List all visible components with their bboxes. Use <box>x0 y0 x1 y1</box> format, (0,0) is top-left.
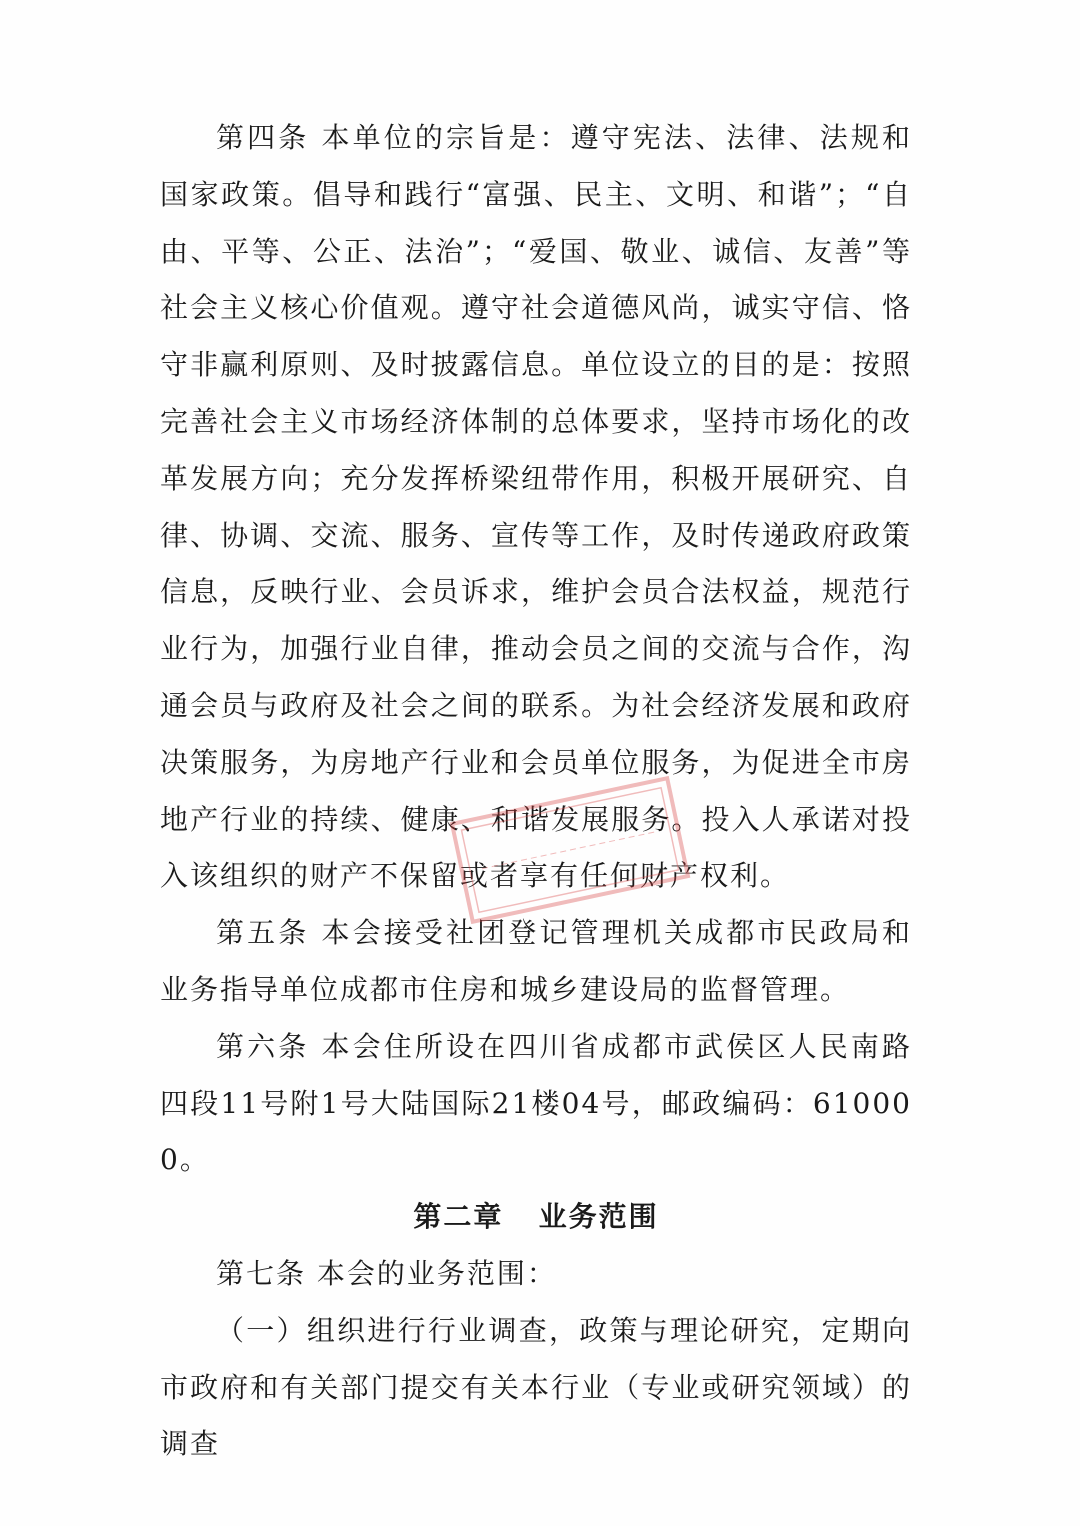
article-6: 第六条 本会住所设在四川省成都市武侯区人民南路四段11号附1号大陆国际21楼04号，邮政编码：610000。 <box>160 1029 912 1177</box>
article-7: 第七条 本会的业务范围： <box>216 1256 557 1290</box>
article-7-item-1: （一）组织进行行业调查，政策与理论研究，定期向市政府和有关部门提交有关本行业（专业或研究领域）的调查 <box>160 1313 912 1461</box>
article-5: 第五条 本会接受社团登记管理机关成都市民政局和业务指导单位成都市住房和城乡建设局的监督管理。 <box>160 916 912 1006</box>
document-body <box>160 110 912 1473</box>
article-4: 第四条 本单位的宗旨是：遵守宪法、法律、法规和国家政策。倡导和践行“富强、民主、文明、和谐”；“自由、平等、公正、法治”；“爱国、敬业、诚信、友善”等社会主义核心价值观。遵守社会道德风尚，诚实守信、恪守非赢利原则、及时披露信息。单位设立的目的是：按照完善社会主义市场经济体制的总体要求，坚持市场化的改革发展方向；充分发挥桥梁纽带作用，积极开展研究、自律、协调、交流、服务、宣传等工作，及时传递政府政策信息，反映行业、会员诉求，维护会员合法权益，规范行业行为，加强行业自律，推动会员之间的交流与合作，沟通会员与政府及社会之间的联系。为社会经济发展和政府决策服务，为房地产行业和会员单位服务，为促进全市房地产行业的持续、健康、和谐发展服务。投入人承诺对投入该组织的财产不保留或者享有任何财产权利。 <box>160 121 912 893</box>
chapter-2-title: 第二章 业务范围 <box>413 1200 659 1234</box>
